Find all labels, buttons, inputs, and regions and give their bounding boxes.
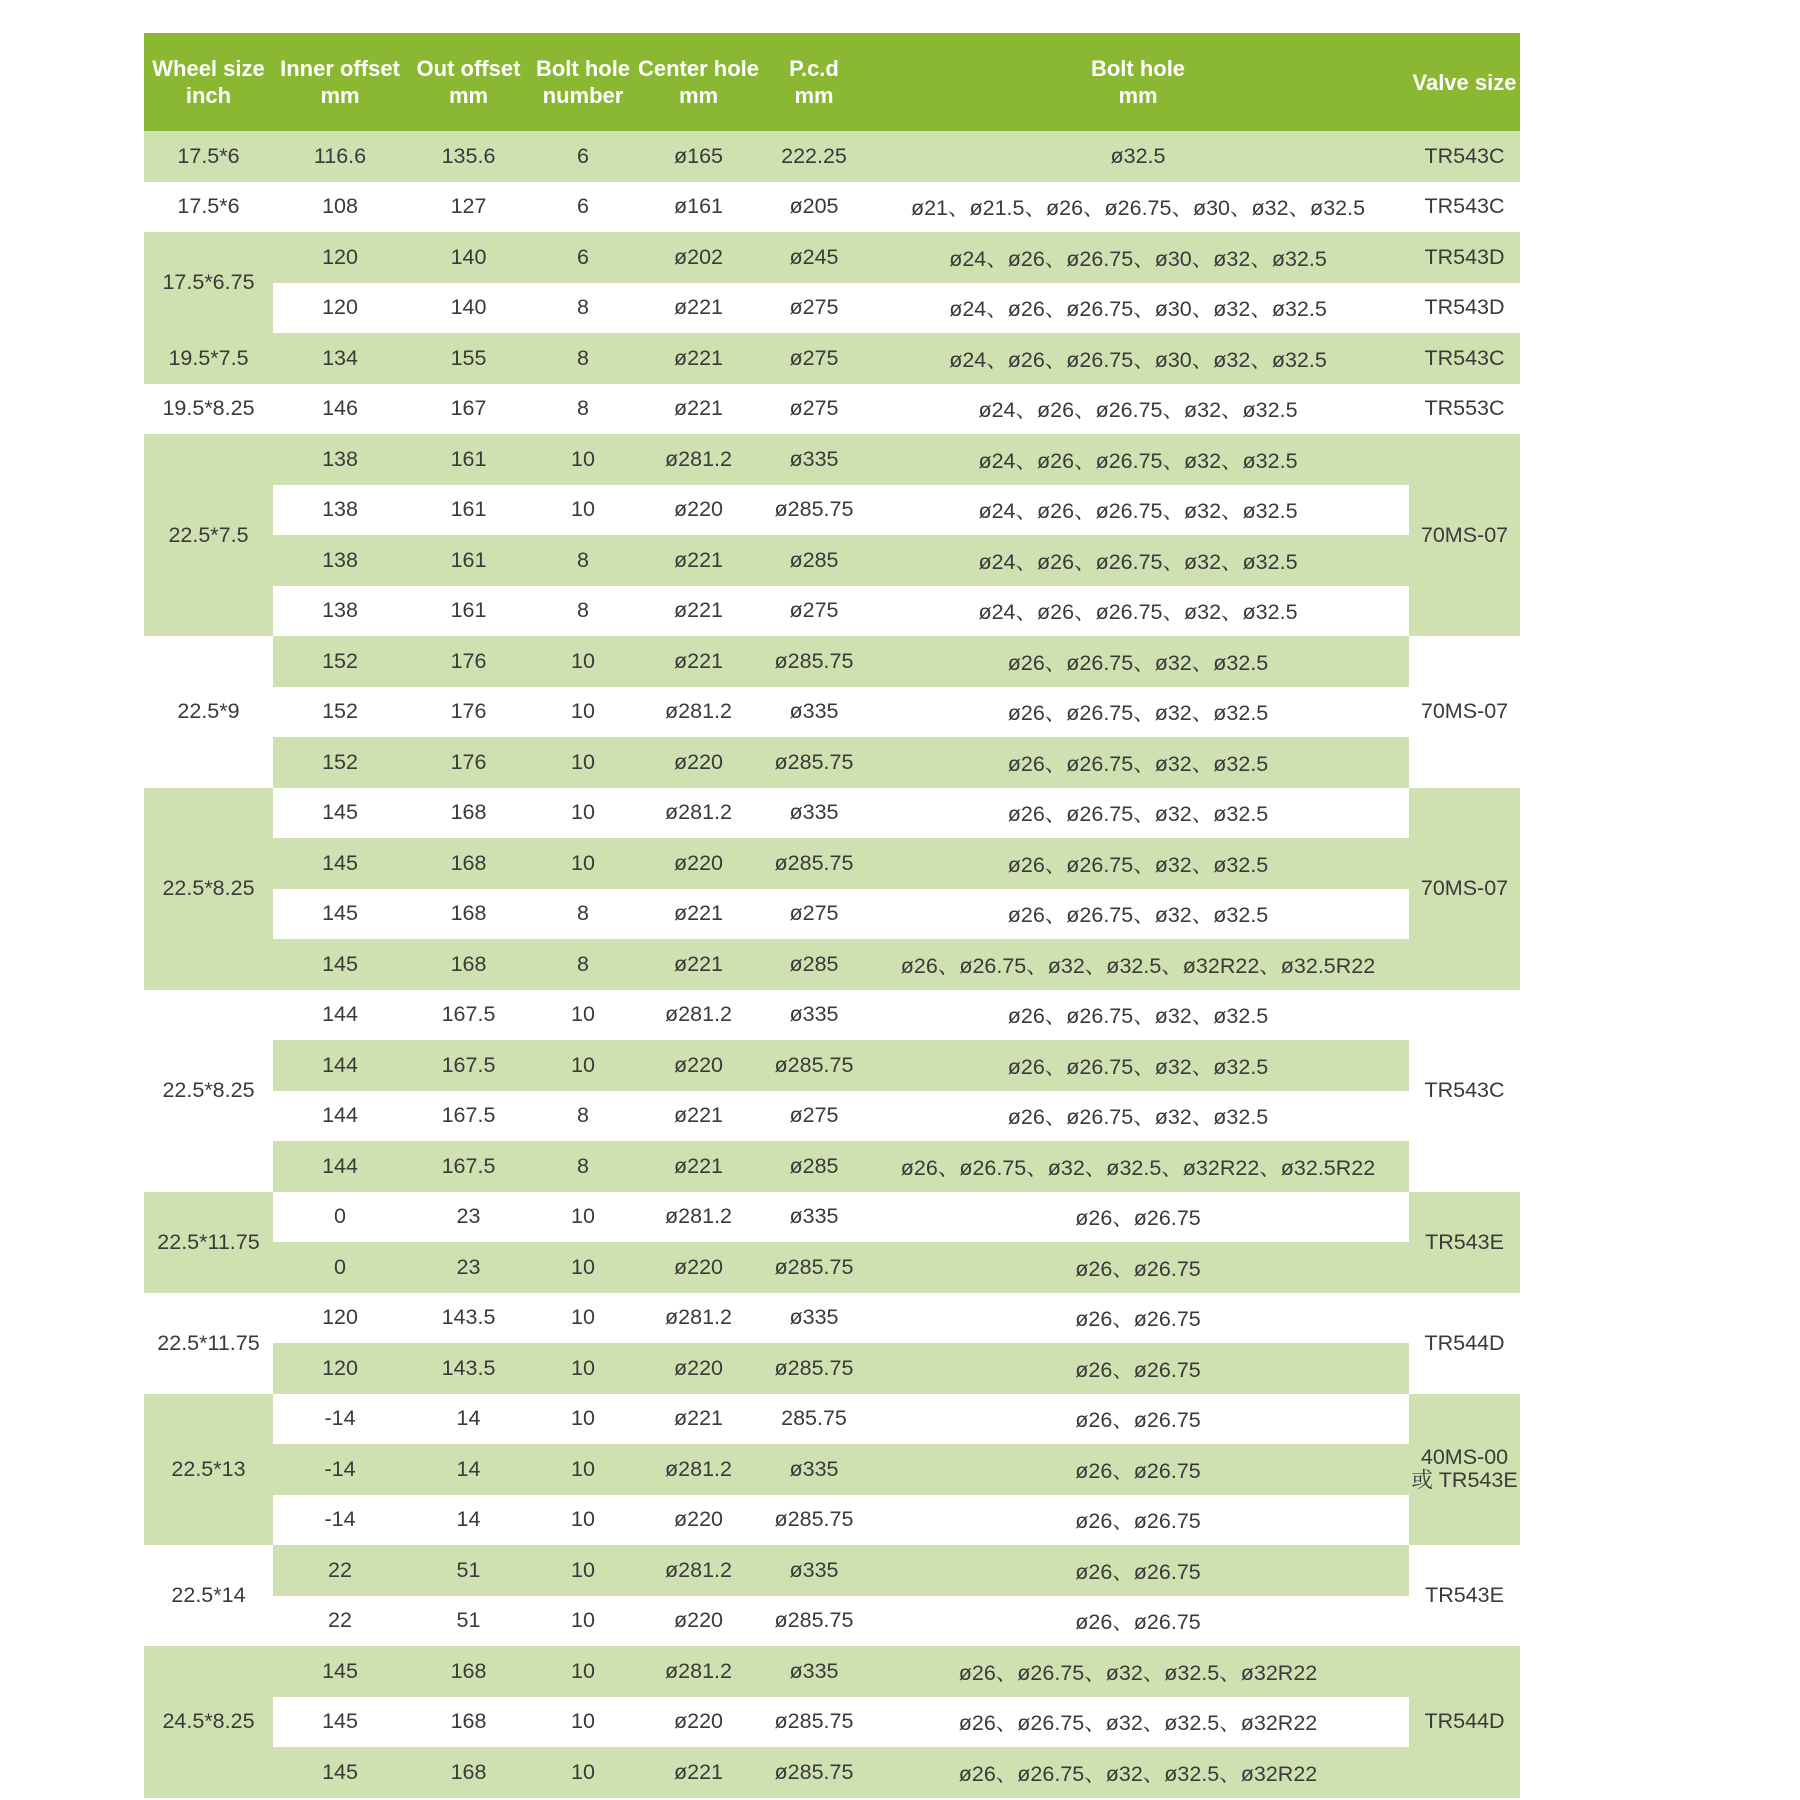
bolt-hole-sizes-cell: ø26、ø26.75、ø32、ø32.5、ø32R22 <box>867 1646 1409 1697</box>
inner-offset-cell: 138 <box>273 485 407 536</box>
out-offset-cell: 51 <box>407 1545 530 1596</box>
bolt-hole-sizes-cell: ø26、ø26.75、ø32、ø32.5、ø32R22 <box>867 1747 1409 1798</box>
pcd-cell: ø285.75 <box>761 1697 867 1748</box>
header-center-hole: Center hole mm <box>636 33 761 131</box>
pcd-cell: ø335 <box>761 1444 867 1495</box>
bolt-hole-number-cell: 8 <box>530 535 636 586</box>
bolt-hole-number-cell: 8 <box>530 384 636 435</box>
table-row <box>144 232 1520 283</box>
pcd-cell: ø205 <box>761 182 867 233</box>
table-row <box>144 1596 1520 1647</box>
pcd-cell: ø285.75 <box>761 1596 867 1647</box>
out-offset-cell: 168 <box>407 1747 530 1798</box>
center-hole-cell: ø220 <box>636 485 761 536</box>
out-offset-cell: 14 <box>407 1444 530 1495</box>
wheel-size-cell: 22.5*11.75 <box>144 1192 273 1293</box>
center-hole-cell: ø281.2 <box>636 788 761 839</box>
wheel-size-cell: 22.5*8.25 <box>144 990 273 1192</box>
center-hole-cell: ø220 <box>636 1596 761 1647</box>
bolt-hole-sizes-cell: ø26、ø26.75、ø32、ø32.5 <box>867 788 1409 839</box>
bolt-hole-number-cell: 8 <box>530 1091 636 1142</box>
out-offset-cell: 143.5 <box>407 1293 530 1344</box>
valve-size-cell: TR543C <box>1409 131 1520 182</box>
header-bolt-hole-number: Bolt hole number <box>530 33 636 131</box>
wheel-size-cell: 22.5*8.25 <box>144 788 273 990</box>
center-hole-cell: ø221 <box>636 1747 761 1798</box>
table-row <box>144 1343 1520 1394</box>
bolt-hole-number-cell: 10 <box>530 1747 636 1798</box>
out-offset-cell: 168 <box>407 939 530 990</box>
table-row <box>144 687 1520 738</box>
bolt-hole-sizes-cell: ø24、ø26、ø26.75、ø32、ø32.5 <box>867 535 1409 586</box>
inner-offset-cell: 22 <box>273 1596 407 1647</box>
center-hole-cell: ø165 <box>636 131 761 182</box>
bolt-hole-number-cell: 10 <box>530 1646 636 1697</box>
out-offset-cell: 167.5 <box>407 990 530 1041</box>
valve-size-cell: TR543E <box>1409 1192 1520 1293</box>
bolt-hole-sizes-cell: ø24、ø26、ø26.75、ø30、ø32、ø32.5 <box>867 232 1409 283</box>
table-row <box>144 1747 1520 1798</box>
inner-offset-cell: 120 <box>273 232 407 283</box>
bolt-hole-sizes-cell: ø26、ø26.75 <box>867 1192 1409 1243</box>
valve-size-cell: 40MS-00 或 TR543E <box>1409 1394 1520 1546</box>
bolt-hole-sizes-cell: ø24、ø26、ø26.75、ø32、ø32.5 <box>867 586 1409 637</box>
out-offset-cell: 161 <box>407 434 530 485</box>
header-pcd: P.c.d mm <box>761 33 867 131</box>
inner-offset-cell: 0 <box>273 1192 407 1243</box>
table-row <box>144 1545 1520 1596</box>
center-hole-cell: ø221 <box>636 1394 761 1445</box>
out-offset-cell: 167.5 <box>407 1141 530 1192</box>
center-hole-cell: ø221 <box>636 586 761 637</box>
out-offset-cell: 161 <box>407 586 530 637</box>
inner-offset-cell: 145 <box>273 1747 407 1798</box>
bolt-hole-sizes-cell: ø26、ø26.75、ø32、ø32.5、ø32R22、ø32.5R22 <box>867 939 1409 990</box>
out-offset-cell: 14 <box>407 1394 530 1445</box>
inner-offset-cell: 138 <box>273 586 407 637</box>
out-offset-cell: 51 <box>407 1596 530 1647</box>
bolt-hole-sizes-cell: ø24、ø26、ø26.75、ø30、ø32、ø32.5 <box>867 283 1409 334</box>
table-row <box>144 131 1520 182</box>
wheel-spec-table <box>144 33 1520 1798</box>
table-row <box>144 333 1520 384</box>
bolt-hole-number-cell: 6 <box>530 232 636 283</box>
pcd-cell: ø285 <box>761 939 867 990</box>
out-offset-cell: 176 <box>407 636 530 687</box>
table-row <box>144 1646 1520 1697</box>
table-row <box>144 1293 1520 1344</box>
center-hole-cell: ø220 <box>636 737 761 788</box>
bolt-hole-sizes-cell: ø26、ø26.75、ø32、ø32.5 <box>867 737 1409 788</box>
inner-offset-cell: 120 <box>273 283 407 334</box>
bolt-hole-sizes-cell: ø26、ø26.75 <box>867 1293 1409 1344</box>
table-row <box>144 1444 1520 1495</box>
center-hole-cell: ø281.2 <box>636 1293 761 1344</box>
inner-offset-cell: 146 <box>273 384 407 435</box>
inner-offset-cell: 134 <box>273 333 407 384</box>
bolt-hole-sizes-cell: ø26、ø26.75 <box>867 1495 1409 1546</box>
bolt-hole-number-cell: 10 <box>530 1040 636 1091</box>
center-hole-cell: ø221 <box>636 889 761 940</box>
out-offset-cell: 168 <box>407 1646 530 1697</box>
pcd-cell: ø275 <box>761 889 867 940</box>
out-offset-cell: 143.5 <box>407 1343 530 1394</box>
table-row <box>144 636 1520 687</box>
bolt-hole-sizes-cell: ø26、ø26.75 <box>867 1545 1409 1596</box>
bolt-hole-sizes-cell: ø24、ø26、ø26.75、ø30、ø32、ø32.5 <box>867 333 1409 384</box>
bolt-hole-number-cell: 10 <box>530 1495 636 1546</box>
bolt-hole-number-cell: 10 <box>530 485 636 536</box>
out-offset-cell: 14 <box>407 1495 530 1546</box>
table-row <box>144 1697 1520 1748</box>
table-row <box>144 838 1520 889</box>
table-row <box>144 1040 1520 1091</box>
center-hole-cell: ø221 <box>636 1091 761 1142</box>
bolt-hole-number-cell: 10 <box>530 1444 636 1495</box>
table-row <box>144 1141 1520 1192</box>
bolt-hole-sizes-cell: ø26、ø26.75 <box>867 1444 1409 1495</box>
pcd-cell: ø335 <box>761 1192 867 1243</box>
bolt-hole-number-cell: 10 <box>530 1394 636 1445</box>
out-offset-cell: 161 <box>407 485 530 536</box>
bolt-hole-sizes-cell: ø26、ø26.75、ø32、ø32.5 <box>867 687 1409 738</box>
wheel-size-cell: 17.5*6 <box>144 182 273 233</box>
bolt-hole-number-cell: 8 <box>530 586 636 637</box>
out-offset-cell: 168 <box>407 788 530 839</box>
out-offset-cell: 167.5 <box>407 1091 530 1142</box>
out-offset-cell: 155 <box>407 333 530 384</box>
bolt-hole-number-cell: 10 <box>530 434 636 485</box>
out-offset-cell: 168 <box>407 1697 530 1748</box>
bolt-hole-sizes-cell: ø24、ø26、ø26.75、ø32、ø32.5 <box>867 434 1409 485</box>
out-offset-cell: 168 <box>407 838 530 889</box>
inner-offset-cell: 145 <box>273 788 407 839</box>
inner-offset-cell: 144 <box>273 1141 407 1192</box>
pcd-cell: ø285.75 <box>761 737 867 788</box>
center-hole-cell: ø221 <box>636 333 761 384</box>
inner-offset-cell: 144 <box>273 1091 407 1142</box>
pcd-cell: ø285.75 <box>761 1495 867 1546</box>
bolt-hole-number-cell: 8 <box>530 333 636 384</box>
pcd-cell: ø285.75 <box>761 485 867 536</box>
header-wheel-size: Wheel size inch <box>144 33 273 131</box>
header-row <box>144 33 1520 131</box>
wheel-size-cell: 17.5*6 <box>144 131 273 182</box>
valve-size-cell: TR543C <box>1409 333 1520 384</box>
bolt-hole-number-cell: 8 <box>530 1141 636 1192</box>
bolt-hole-number-cell: 8 <box>530 889 636 940</box>
inner-offset-cell: 138 <box>273 434 407 485</box>
table-row <box>144 384 1520 435</box>
header-valve-size: Valve size <box>1409 33 1520 131</box>
center-hole-cell: ø220 <box>636 1242 761 1293</box>
bolt-hole-number-cell: 10 <box>530 788 636 839</box>
inner-offset-cell: 152 <box>273 636 407 687</box>
valve-size-cell: TR543C <box>1409 182 1520 233</box>
bolt-hole-sizes-cell: ø26、ø26.75 <box>867 1242 1409 1293</box>
inner-offset-cell: -14 <box>273 1444 407 1495</box>
table-row <box>144 1242 1520 1293</box>
valve-size-cell: 70MS-07 <box>1409 788 1520 990</box>
out-offset-cell: 167 <box>407 384 530 435</box>
bolt-hole-number-cell: 10 <box>530 687 636 738</box>
center-hole-cell: ø221 <box>636 283 761 334</box>
valve-size-cell: TR543D <box>1409 232 1520 283</box>
table-row <box>144 182 1520 233</box>
out-offset-cell: 140 <box>407 283 530 334</box>
valve-size-cell: TR543C <box>1409 990 1520 1192</box>
inner-offset-cell: 145 <box>273 1646 407 1697</box>
bolt-hole-number-cell: 10 <box>530 1343 636 1394</box>
valve-size-cell: TR544D <box>1409 1293 1520 1394</box>
inner-offset-cell: -14 <box>273 1394 407 1445</box>
header-inner-offset: Inner offset mm <box>273 33 407 131</box>
bolt-hole-number-cell: 10 <box>530 1293 636 1344</box>
out-offset-cell: 168 <box>407 889 530 940</box>
inner-offset-cell: 108 <box>273 182 407 233</box>
table-row <box>144 990 1520 1041</box>
wheel-size-cell: 22.5*11.75 <box>144 1293 273 1394</box>
wheel-size-cell: 24.5*8.25 <box>144 1646 273 1798</box>
valve-size-cell: TR553C <box>1409 384 1520 435</box>
pcd-cell: ø285 <box>761 1141 867 1192</box>
table-row <box>144 1495 1520 1546</box>
table-row <box>144 283 1520 334</box>
bolt-hole-sizes-cell: ø24、ø26、ø26.75、ø32、ø32.5 <box>867 384 1409 435</box>
bolt-hole-sizes-cell: ø26、ø26.75 <box>867 1343 1409 1394</box>
table-row <box>144 535 1520 586</box>
out-offset-cell: 176 <box>407 687 530 738</box>
valve-size-cell: TR543E <box>1409 1545 1520 1646</box>
inner-offset-cell: 120 <box>273 1343 407 1394</box>
pcd-cell: ø245 <box>761 232 867 283</box>
inner-offset-cell: 145 <box>273 939 407 990</box>
center-hole-cell: ø220 <box>636 838 761 889</box>
center-hole-cell: ø220 <box>636 1343 761 1394</box>
pcd-cell: ø335 <box>761 434 867 485</box>
bolt-hole-number-cell: 10 <box>530 737 636 788</box>
table-body <box>144 131 1520 1798</box>
wheel-size-cell: 22.5*13 <box>144 1394 273 1546</box>
pcd-cell: ø275 <box>761 1091 867 1142</box>
table-row <box>144 737 1520 788</box>
out-offset-cell: 140 <box>407 232 530 283</box>
wheel-size-cell: 19.5*8.25 <box>144 384 273 435</box>
wheel-size-cell: 22.5*9 <box>144 636 273 788</box>
table-row <box>144 1394 1520 1445</box>
table-row <box>144 939 1520 990</box>
bolt-hole-number-cell: 6 <box>530 131 636 182</box>
pcd-cell: ø285.75 <box>761 838 867 889</box>
bolt-hole-sizes-cell: ø26、ø26.75、ø32、ø32.5 <box>867 1091 1409 1142</box>
pcd-cell: ø335 <box>761 990 867 1041</box>
center-hole-cell: ø281.2 <box>636 687 761 738</box>
out-offset-cell: 135.6 <box>407 131 530 182</box>
pcd-cell: ø335 <box>761 788 867 839</box>
out-offset-cell: 167.5 <box>407 1040 530 1091</box>
wheel-size-cell: 22.5*14 <box>144 1545 273 1646</box>
center-hole-cell: ø221 <box>636 636 761 687</box>
out-offset-cell: 127 <box>407 182 530 233</box>
bolt-hole-number-cell: 10 <box>530 636 636 687</box>
center-hole-cell: ø281.2 <box>636 990 761 1041</box>
valve-size-cell: 70MS-07 <box>1409 434 1520 636</box>
bolt-hole-sizes-cell: ø26、ø26.75、ø32、ø32.5、ø32R22 <box>867 1697 1409 1748</box>
header-bolt-hole-mm: Bolt hole mm <box>867 33 1409 131</box>
center-hole-cell: ø220 <box>636 1495 761 1546</box>
center-hole-cell: ø281.2 <box>636 1444 761 1495</box>
bolt-hole-sizes-cell: ø26、ø26.75 <box>867 1596 1409 1647</box>
bolt-hole-number-cell: 10 <box>530 1545 636 1596</box>
header-out-offset: Out offset mm <box>407 33 530 131</box>
pcd-cell: 285.75 <box>761 1394 867 1445</box>
table-header <box>144 33 1520 131</box>
bolt-hole-number-cell: 10 <box>530 1192 636 1243</box>
bolt-hole-number-cell: 6 <box>530 182 636 233</box>
bolt-hole-sizes-cell: ø24、ø26、ø26.75、ø32、ø32.5 <box>867 485 1409 536</box>
out-offset-cell: 161 <box>407 535 530 586</box>
inner-offset-cell: 22 <box>273 1545 407 1596</box>
bolt-hole-number-cell: 10 <box>530 1596 636 1647</box>
wheel-size-cell: 22.5*7.5 <box>144 434 273 636</box>
pcd-cell: ø285.75 <box>761 1242 867 1293</box>
pcd-cell: ø335 <box>761 687 867 738</box>
pcd-cell: ø275 <box>761 333 867 384</box>
center-hole-cell: ø281.2 <box>636 1192 761 1243</box>
pcd-cell: ø285.75 <box>761 1747 867 1798</box>
pcd-cell: ø285 <box>761 535 867 586</box>
bolt-hole-number-cell: 10 <box>530 1242 636 1293</box>
inner-offset-cell: 138 <box>273 535 407 586</box>
bolt-hole-number-cell: 10 <box>530 990 636 1041</box>
wheel-size-cell: 19.5*7.5 <box>144 333 273 384</box>
bolt-hole-sizes-cell: ø26、ø26.75、ø32、ø32.5 <box>867 838 1409 889</box>
pcd-cell: ø285.75 <box>761 1040 867 1091</box>
table-row <box>144 586 1520 637</box>
bolt-hole-number-cell: 8 <box>530 283 636 334</box>
bolt-hole-sizes-cell: ø26、ø26.75、ø32、ø32.5 <box>867 636 1409 687</box>
bolt-hole-sizes-cell: ø26、ø26.75、ø32、ø32.5 <box>867 1040 1409 1091</box>
pcd-cell: ø275 <box>761 384 867 435</box>
table-row <box>144 889 1520 940</box>
inner-offset-cell: 145 <box>273 838 407 889</box>
out-offset-cell: 176 <box>407 737 530 788</box>
center-hole-cell: ø221 <box>636 939 761 990</box>
inner-offset-cell: 120 <box>273 1293 407 1344</box>
inner-offset-cell: 152 <box>273 737 407 788</box>
center-hole-cell: ø220 <box>636 1040 761 1091</box>
center-hole-cell: ø281.2 <box>636 434 761 485</box>
bolt-hole-sizes-cell: ø26、ø26.75、ø32、ø32.5、ø32R22、ø32.5R22 <box>867 1141 1409 1192</box>
bolt-hole-sizes-cell: ø26、ø26.75 <box>867 1394 1409 1445</box>
center-hole-cell: ø202 <box>636 232 761 283</box>
pcd-cell: 222.25 <box>761 131 867 182</box>
center-hole-cell: ø161 <box>636 182 761 233</box>
inner-offset-cell: 116.6 <box>273 131 407 182</box>
out-offset-cell: 23 <box>407 1242 530 1293</box>
center-hole-cell: ø221 <box>636 1141 761 1192</box>
table-row <box>144 485 1520 536</box>
pcd-cell: ø335 <box>761 1293 867 1344</box>
bolt-hole-sizes-cell: ø21、ø21.5、ø26、ø26.75、ø30、ø32、ø32.5 <box>867 182 1409 233</box>
inner-offset-cell: 144 <box>273 990 407 1041</box>
bolt-hole-number-cell: 10 <box>530 1697 636 1748</box>
bolt-hole-sizes-cell: ø32.5 <box>867 131 1409 182</box>
pcd-cell: ø285.75 <box>761 636 867 687</box>
inner-offset-cell: 145 <box>273 1697 407 1748</box>
table-row <box>144 434 1520 485</box>
pcd-cell: ø335 <box>761 1545 867 1596</box>
inner-offset-cell: 144 <box>273 1040 407 1091</box>
valve-size-cell: 70MS-07 <box>1409 636 1520 788</box>
out-offset-cell: 23 <box>407 1192 530 1243</box>
pcd-cell: ø275 <box>761 283 867 334</box>
center-hole-cell: ø281.2 <box>636 1545 761 1596</box>
center-hole-cell: ø220 <box>636 1697 761 1748</box>
center-hole-cell: ø281.2 <box>636 1646 761 1697</box>
table-row <box>144 788 1520 839</box>
inner-offset-cell: 145 <box>273 889 407 940</box>
center-hole-cell: ø221 <box>636 384 761 435</box>
bolt-hole-number-cell: 8 <box>530 939 636 990</box>
valve-size-cell: TR543D <box>1409 283 1520 334</box>
inner-offset-cell: 152 <box>273 687 407 738</box>
pcd-cell: ø275 <box>761 586 867 637</box>
bolt-hole-sizes-cell: ø26、ø26.75、ø32、ø32.5 <box>867 990 1409 1041</box>
bolt-hole-sizes-cell: ø26、ø26.75、ø32、ø32.5 <box>867 889 1409 940</box>
pcd-cell: ø335 <box>761 1646 867 1697</box>
inner-offset-cell: -14 <box>273 1495 407 1546</box>
wheel-size-cell: 17.5*6.75 <box>144 232 273 333</box>
inner-offset-cell: 0 <box>273 1242 407 1293</box>
center-hole-cell: ø221 <box>636 535 761 586</box>
table-row <box>144 1192 1520 1243</box>
pcd-cell: ø285.75 <box>761 1343 867 1394</box>
bolt-hole-number-cell: 10 <box>530 838 636 889</box>
valve-size-cell: TR544D <box>1409 1646 1520 1798</box>
table-row <box>144 1091 1520 1142</box>
